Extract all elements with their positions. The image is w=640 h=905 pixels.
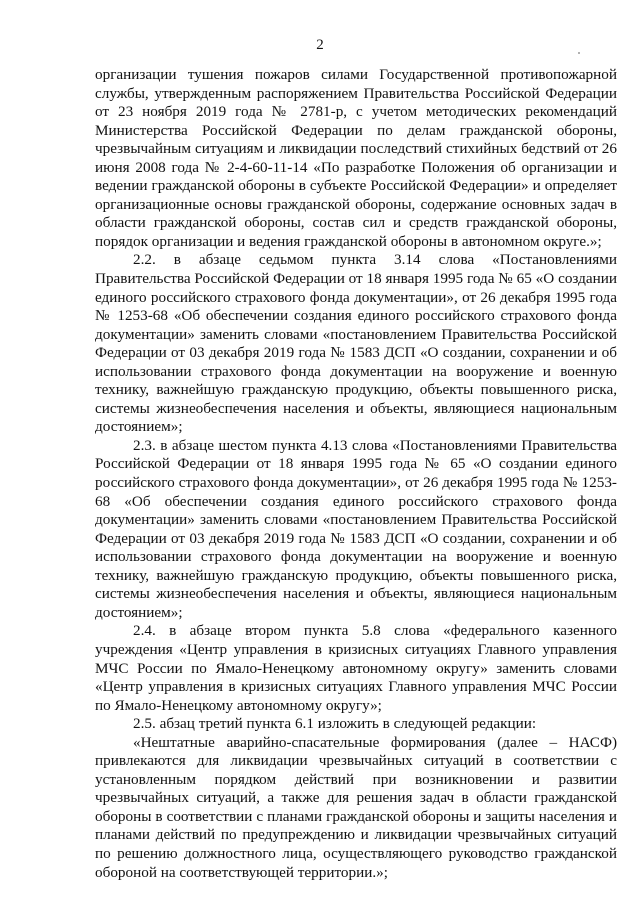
paragraph-2-3: 2.3. в абзаце шестом пункта 4.13 слова «Постановлениями Правительства Российской Федерации от 18 января 1995 года № 65 «О создании единого российского страхового фонда документации», от 26 декабря 1995 года № 1253-68 «Об обеспечении создания единого российского страхового фонда документации» заменить словами «постановлением Правительства Российской Федерации от 03 декабря 2019 года № 1583 ДСП «О создании, сохранении и об использовании страхового фонда документации на вооружение и военную технику, важнейшую гражданскую продукцию, объекты повышенного риска, системы жизнеобеспечения населения и объекты, являющиеся национальным достоянием»; [95, 436, 617, 621]
paragraph-2-2: 2.2. в абзаце седьмом пункта 3.14 слова «Постановлениями Правительства Российской Федерации от 18 января 1995 года № 65 «О создании единого российского страхового фонда документации», от 26 декабря 1995 года № 1253-68 «Об обеспечении создания единого российского страхового фонда документации» заменить словами «постановлением Правительства Российской Федерации от 03 декабря 2019 года № 1583 ДСП «О создании, сохранении и об использовании страхового фонда документации на вооружение и военную технику, важнейшую гражданскую продукцию, объекты повышенного риска, системы жизнеобеспечения населения и объекты, являющиеся национальным достоянием»; [95, 251, 617, 436]
paragraph-2-4: 2.4. в абзаце втором пункта 5.8 слова «федерального казенного учреждения «Центр управления в кризисных ситуациях Главного управления МЧС России по Ямало-Ненецкому автономному округу» заменить словами «Центр управления в кризисных ситуациях Главного управления МЧС России по Ямало-Ненецкому автономному округу»; [95, 622, 617, 714]
document-body [95, 66, 617, 882]
paragraph-quoted-text: «Нештатные аварийно-спасательные формирования (далее – НАСФ) привлекаются для ликвидации чрезвычайных ситуаций в соответствии с установленным порядком действий при возникновении и развитии чрезвычайных ситуаций, а также для решения задач в области гражданской обороны в соответствии с планами гражданской обороны и защиты населения и планами действий по предупреждению и ликвидации чрезвычайных ситуаций по решению должностного лица, осуществляющего руководство гражданской обороной на соответствующей территории.»; [95, 733, 617, 881]
paragraph-2-5: 2.5. абзац третий пункта 6.1 изложить в следующей редакции: [133, 715, 537, 733]
scan-speck [578, 52, 580, 54]
paragraph-continuation: организации тушения пожаров силами Государственной противопожарной службы, утвержденным распоряжением Правительства Российской Федерации от 23 ноября 2019 года № 2781-р, с учетом методических рекомендаций Министерства Российской Федерации по делам гражданской обороны, чрезвычайным ситуациям и ликвидации последствий стихийных бедствий от 26 июня 2008 года № 2-4-60-11-14 «По разработке Положения об организации и ведении гражданской обороны в субъекте Российской Федерации» и определяет организационные основы гражданской обороны, содержание основных задач в области гражданской обороны, состав сил и средств гражданской обороны, порядок организации и ведения гражданской обороны в автономном округе.»; [95, 66, 617, 250]
page-number: 2 [316, 37, 324, 53]
